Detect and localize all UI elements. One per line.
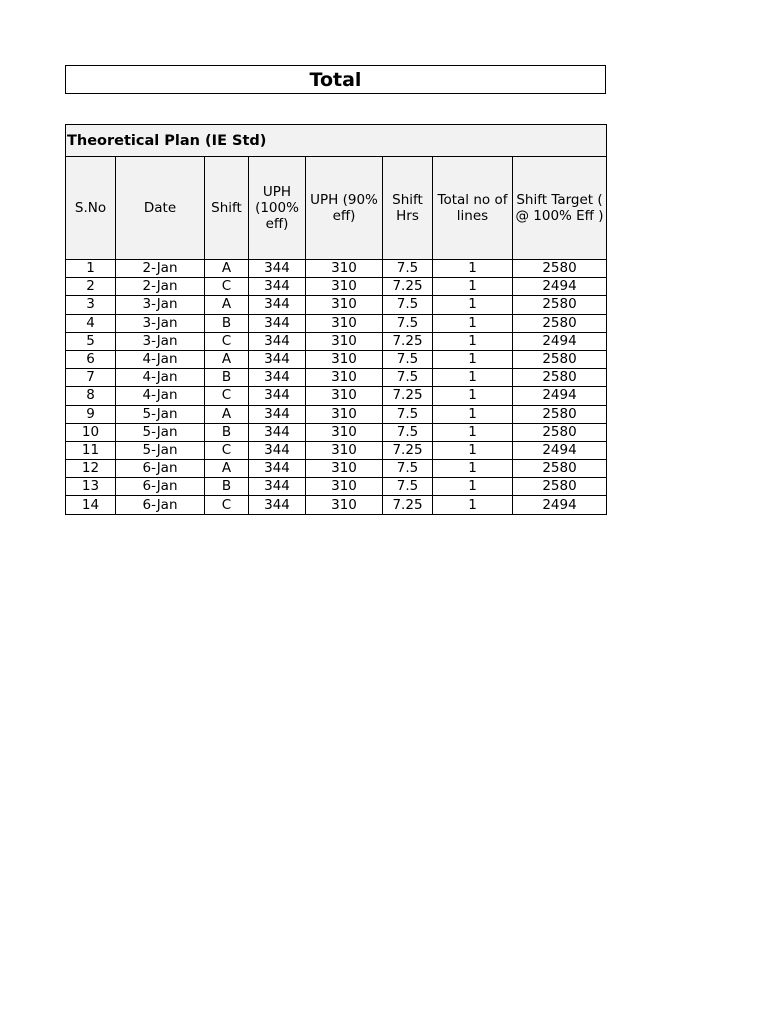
shift-hrs-cell: 7.5 xyxy=(383,405,433,423)
sno-cell: 9 xyxy=(66,405,116,423)
date-cell: 5-Jan xyxy=(116,423,205,441)
shift-target-cell: 2580 xyxy=(513,478,607,496)
date-cell: 2-Jan xyxy=(116,278,205,296)
date-cell: 3-Jan xyxy=(116,332,205,350)
table-row xyxy=(66,460,607,478)
uph-100-cell: 344 xyxy=(249,405,306,423)
uph-100-cell: 344 xyxy=(249,296,306,314)
shift-hrs-cell: 7.5 xyxy=(383,460,433,478)
table-row xyxy=(66,350,607,368)
total-lines-cell: 1 xyxy=(433,387,513,405)
total-lines-cell: 1 xyxy=(433,369,513,387)
uph-100-cell: 344 xyxy=(249,441,306,459)
table-row xyxy=(66,387,607,405)
total-lines-cell: 1 xyxy=(433,278,513,296)
shift-cell: A xyxy=(205,405,249,423)
shift-cell: B xyxy=(205,423,249,441)
col-header-sno: S.No xyxy=(66,157,116,260)
date-cell: 6-Jan xyxy=(116,460,205,478)
shift-cell: A xyxy=(205,260,249,278)
sno-cell: 10 xyxy=(66,423,116,441)
total-lines-cell: 1 xyxy=(433,296,513,314)
uph-90-cell: 310 xyxy=(306,478,383,496)
uph-100-cell: 344 xyxy=(249,496,306,514)
shift-cell: A xyxy=(205,350,249,368)
sno-cell: 12 xyxy=(66,460,116,478)
total-lines-cell: 1 xyxy=(433,405,513,423)
shift-cell: C xyxy=(205,332,249,350)
uph-100-cell: 344 xyxy=(249,369,306,387)
shift-cell: C xyxy=(205,496,249,514)
uph-90-cell: 310 xyxy=(306,296,383,314)
uph-90-cell: 310 xyxy=(306,278,383,296)
uph-90-cell: 310 xyxy=(306,314,383,332)
total-lines-cell: 1 xyxy=(433,350,513,368)
shift-target-cell: 2494 xyxy=(513,441,607,459)
uph-90-cell: 310 xyxy=(306,460,383,478)
shift-hrs-cell: 7.25 xyxy=(383,278,433,296)
uph-100-cell: 344 xyxy=(249,260,306,278)
table-row xyxy=(66,441,607,459)
sno-cell: 3 xyxy=(66,296,116,314)
date-cell: 2-Jan xyxy=(116,260,205,278)
uph-100-cell: 344 xyxy=(249,423,306,441)
col-header-uph-90: UPH (90% eff) xyxy=(306,157,383,260)
uph-100-cell: 344 xyxy=(249,332,306,350)
shift-hrs-cell: 7.25 xyxy=(383,496,433,514)
col-header-uph-100: UPH (100% eff) xyxy=(249,157,306,260)
total-lines-cell: 1 xyxy=(433,423,513,441)
shift-cell: C xyxy=(205,387,249,405)
sno-cell: 8 xyxy=(66,387,116,405)
shift-target-cell: 2580 xyxy=(513,423,607,441)
uph-90-cell: 310 xyxy=(306,405,383,423)
sno-cell: 11 xyxy=(66,441,116,459)
table-row xyxy=(66,405,607,423)
uph-90-cell: 310 xyxy=(306,332,383,350)
shift-hrs-cell: 7.5 xyxy=(383,314,433,332)
shift-target-cell: 2580 xyxy=(513,405,607,423)
uph-90-cell: 310 xyxy=(306,387,383,405)
table-row xyxy=(66,296,607,314)
shift-target-cell: 2580 xyxy=(513,350,607,368)
total-lines-cell: 1 xyxy=(433,441,513,459)
sno-cell: 5 xyxy=(66,332,116,350)
table-row xyxy=(66,278,607,296)
shift-target-cell: 2494 xyxy=(513,387,607,405)
date-cell: 4-Jan xyxy=(116,387,205,405)
sno-cell: 1 xyxy=(66,260,116,278)
sno-cell: 4 xyxy=(66,314,116,332)
date-cell: 4-Jan xyxy=(116,350,205,368)
uph-90-cell: 310 xyxy=(306,350,383,368)
sno-cell: 13 xyxy=(66,478,116,496)
shift-target-cell: 2580 xyxy=(513,260,607,278)
col-header-total-lines: Total no of lines xyxy=(433,157,513,260)
table-row xyxy=(66,260,607,278)
shift-cell: A xyxy=(205,296,249,314)
uph-100-cell: 344 xyxy=(249,478,306,496)
shift-hrs-cell: 7.5 xyxy=(383,478,433,496)
date-cell: 6-Jan xyxy=(116,478,205,496)
table-row xyxy=(66,423,607,441)
shift-target-cell: 2580 xyxy=(513,314,607,332)
shift-cell: C xyxy=(205,278,249,296)
uph-100-cell: 344 xyxy=(249,387,306,405)
col-header-shift-target: Shift Target ( @ 100% Eff ) xyxy=(513,157,607,260)
shift-hrs-cell: 7.25 xyxy=(383,441,433,459)
uph-90-cell: 310 xyxy=(306,496,383,514)
total-lines-cell: 1 xyxy=(433,314,513,332)
total-lines-cell: 1 xyxy=(433,478,513,496)
shift-hrs-cell: 7.25 xyxy=(383,387,433,405)
uph-100-cell: 344 xyxy=(249,278,306,296)
theoretical-plan-table xyxy=(65,124,607,515)
shift-hrs-cell: 7.5 xyxy=(383,423,433,441)
total-lines-cell: 1 xyxy=(433,496,513,514)
col-header-shift: Shift xyxy=(205,157,249,260)
date-cell: 5-Jan xyxy=(116,441,205,459)
uph-90-cell: 310 xyxy=(306,441,383,459)
date-cell: 4-Jan xyxy=(116,369,205,387)
shift-hrs-cell: 7.5 xyxy=(383,260,433,278)
date-cell: 6-Jan xyxy=(116,496,205,514)
shift-hrs-cell: 7.5 xyxy=(383,350,433,368)
shift-cell: B xyxy=(205,314,249,332)
column-header-row xyxy=(66,157,607,260)
shift-target-cell: 2580 xyxy=(513,296,607,314)
table-row xyxy=(66,314,607,332)
shift-target-cell: 2580 xyxy=(513,369,607,387)
shift-cell: C xyxy=(205,441,249,459)
col-header-date: Date xyxy=(116,157,205,260)
date-cell: 5-Jan xyxy=(116,405,205,423)
shift-target-cell: 2494 xyxy=(513,278,607,296)
shift-cell: B xyxy=(205,369,249,387)
shift-cell: A xyxy=(205,460,249,478)
date-cell: 3-Jan xyxy=(116,314,205,332)
date-cell: 3-Jan xyxy=(116,296,205,314)
shift-hrs-cell: 7.5 xyxy=(383,369,433,387)
sno-cell: 7 xyxy=(66,369,116,387)
uph-90-cell: 310 xyxy=(306,369,383,387)
table-row xyxy=(66,496,607,514)
col-header-shift-hrs: Shift Hrs xyxy=(383,157,433,260)
total-lines-cell: 1 xyxy=(433,260,513,278)
uph-100-cell: 344 xyxy=(249,314,306,332)
sno-cell: 6 xyxy=(66,350,116,368)
uph-100-cell: 344 xyxy=(249,350,306,368)
uph-100-cell: 344 xyxy=(249,460,306,478)
sheet-title: Total xyxy=(65,65,606,94)
table-row xyxy=(66,478,607,496)
shift-target-cell: 2580 xyxy=(513,460,607,478)
total-lines-cell: 1 xyxy=(433,332,513,350)
shift-cell: B xyxy=(205,478,249,496)
total-lines-cell: 1 xyxy=(433,460,513,478)
table-row xyxy=(66,332,607,350)
section-title-row xyxy=(66,125,607,157)
uph-90-cell: 310 xyxy=(306,423,383,441)
uph-90-cell: 310 xyxy=(306,260,383,278)
sno-cell: 2 xyxy=(66,278,116,296)
table-row xyxy=(66,369,607,387)
sno-cell: 14 xyxy=(66,496,116,514)
section-title: Theoretical Plan (IE Std) xyxy=(66,125,607,157)
shift-hrs-cell: 7.25 xyxy=(383,332,433,350)
shift-target-cell: 2494 xyxy=(513,496,607,514)
shift-target-cell: 2494 xyxy=(513,332,607,350)
shift-hrs-cell: 7.5 xyxy=(383,296,433,314)
